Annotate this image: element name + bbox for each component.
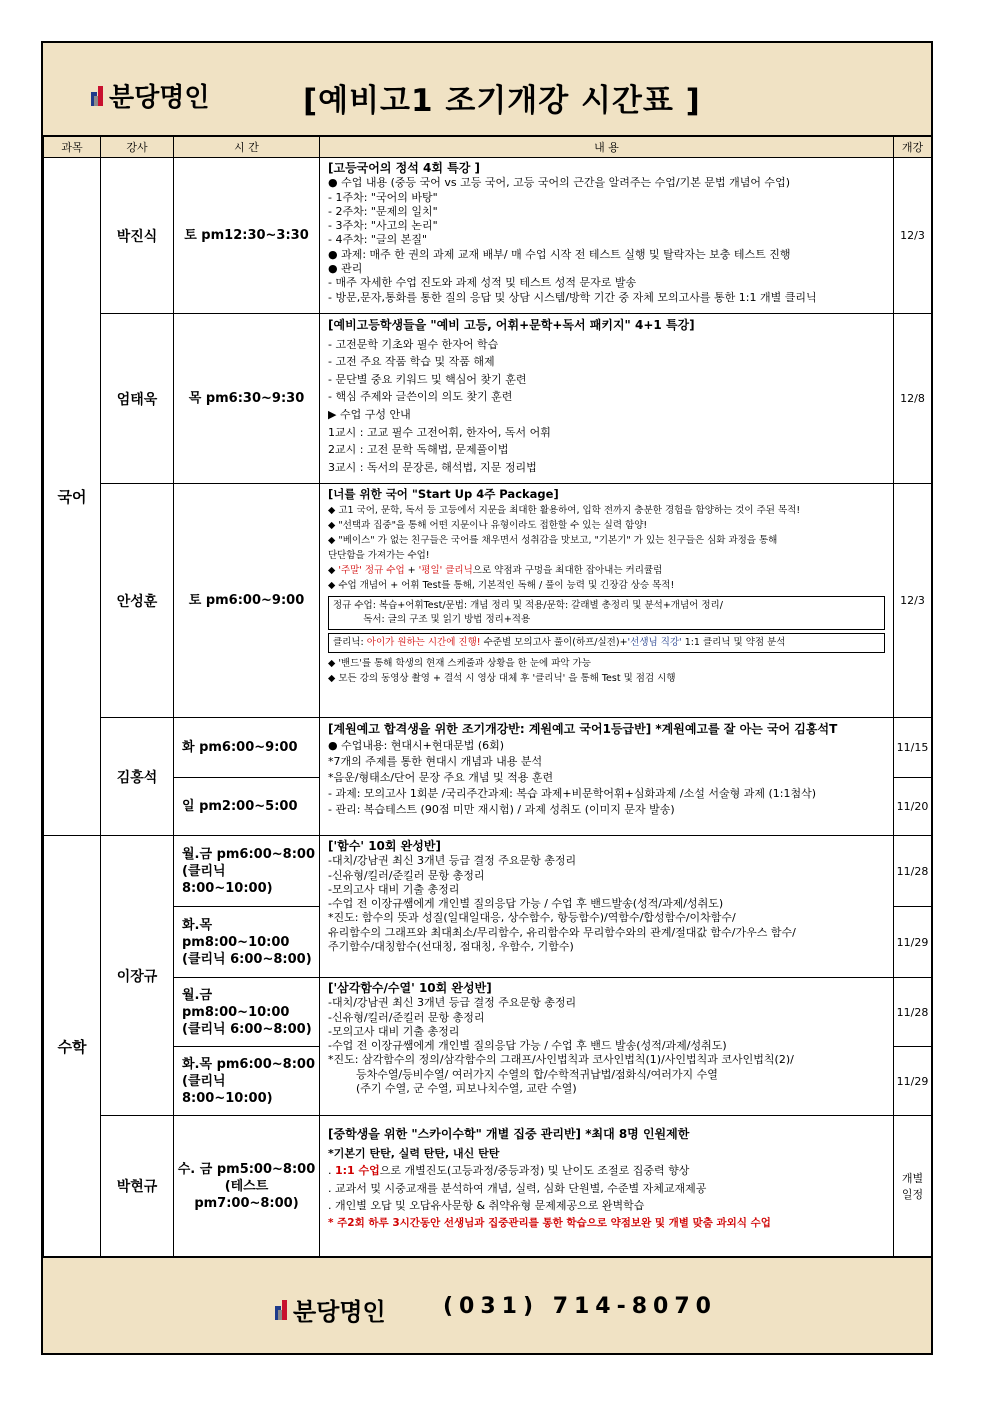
content-heading: ['함수' 10회 완성반] <box>328 839 441 853</box>
class-time: 토 pm6:00~9:00 <box>174 484 320 718</box>
content-line: ▶ 수업 구성 안내 <box>328 407 411 421</box>
start-date: 12/3 <box>894 484 932 718</box>
content-line: 1교시 : 고교 필수 고전어휘, 한자어, 독서 어휘 <box>328 425 551 439</box>
class-time: 일 pm2:00~5:00 <box>174 778 320 836</box>
content-line: 2교시 : 고전 문학 독해법, 문제풀이법 <box>328 443 509 457</box>
bullet: . <box>328 1164 335 1177</box>
start-date <box>894 1116 932 1257</box>
content-subheading: *기본기 탄탄, 실력 탄탄, 내신 탄탄 <box>328 1146 500 1160</box>
content-heading: [고등국어의 정석 4회 특강 ] <box>328 161 480 175</box>
content-line <box>328 1162 885 1180</box>
content-line: 주기함수/대칭함수(선대칭, 점대칭, 우함수, 기함수) <box>328 940 574 954</box>
table-row <box>44 158 932 314</box>
content-line: . 개인별 오답 및 오답유사문항 & 취약유형 문제제공으로 완벽학습 <box>328 1199 645 1212</box>
plain-text: 으로 개별진도(고등과정/중등과정) 및 난이도 조절로 집중력 향상 <box>379 1164 690 1177</box>
start-date: 12/3 <box>894 158 932 314</box>
highlight-text: 1:1 수업 <box>335 1164 380 1177</box>
class-content <box>320 836 894 978</box>
schedule-table <box>43 136 932 1257</box>
content-line: 유리함수의 그래프와 최대최소/무리함수, 유리함수와 무리함수와의 관계/절대값 함수/가우스 함수/ <box>328 925 796 939</box>
content-line: *진도: 삼각함수의 정의/삼각함수의 그래프/사인법칙과 코사인법칙(1)/사인법칙과 코사인법칙(2)/ <box>328 1053 794 1067</box>
content-line: - 1주차: "국어의 바탕" <box>328 190 438 204</box>
content-line: -수업 전 이장규쌤에게 개인별 질의응답 가능 / 수업 후 밴드 발송(성적/과제/성취도) <box>328 1039 727 1053</box>
table-row <box>44 836 932 907</box>
class-content <box>320 314 894 484</box>
box-line <box>333 636 880 650</box>
highlight-text: '선생님 직강' <box>627 637 682 648</box>
header <box>43 43 931 136</box>
content-heading: [너를 위한 국어 "Start Up 4주 Package] <box>328 487 559 501</box>
teacher-name: 박현규 <box>101 1116 174 1257</box>
info-box <box>328 633 885 653</box>
content-line: - 고전 주요 작품 학습 및 작품 해제 <box>328 355 495 369</box>
table-row <box>44 314 932 484</box>
start-date: 11/28 <box>894 836 932 907</box>
col-teacher: 강사 <box>101 137 174 158</box>
content-line: - 관리: 복습테스트 (90점 미만 재시험) / 과제 성취도 (이미지 문자 발송) <box>328 803 675 816</box>
start-date: 11/29 <box>894 1047 932 1116</box>
start-date: 11/15 <box>894 718 932 778</box>
col-subject: 과목 <box>44 137 101 158</box>
content-line: 단단함을 가져가는 수업! <box>328 550 430 561</box>
time-test: (테스트pm7:00~8:00) <box>194 1178 299 1211</box>
subject-korean: 국어 <box>44 158 101 836</box>
class-time: 토 pm12:30~3:30 <box>174 158 320 314</box>
table-row <box>44 1116 932 1257</box>
content-line: -대치/강남권 최신 3개년 등급 결정 주요문항 총정리 <box>328 854 577 868</box>
content-line: -모의고사 대비 기출 총정리 <box>328 882 460 896</box>
start-line: 개별 <box>901 1172 924 1185</box>
plain-text: 수준별 모의고사 풀이(하프/실전)+ <box>480 637 628 648</box>
highlight-text: 아이가 원하는 시간에 진행! <box>366 637 481 648</box>
class-content <box>320 718 894 836</box>
time-main: 월.금 pm6:00~8:00 <box>182 846 315 862</box>
content-line: - 핵심 주제와 글쓴이의 의도 찾기 훈련 <box>328 390 513 404</box>
time-clinic: (클리닉 6:00~8:00) <box>182 951 312 967</box>
content-line: - 2주차: "문제의 일치" <box>328 204 438 218</box>
content-line: ◆ 고1 국어, 문학, 독서 등 고등에서 지문을 최대한 활용하여, 입학 전까지 충분한 경험을 함양하는 것이 주된 목적! <box>328 505 801 516</box>
content-line: ◆ '밴드'를 통해 학생의 현재 스케줄과 상황을 한 눈에 파악 가능 <box>328 658 591 669</box>
content-line: -모의고사 대비 기출 총정리 <box>328 1024 460 1038</box>
content-line: - 3주차: "사고의 논리" <box>328 219 438 233</box>
time-clinic: (클리닉 6:00~8:00) <box>182 1021 312 1037</box>
class-content <box>320 484 894 718</box>
brand-logo-icon <box>91 86 105 106</box>
page-title: [예비고1 조기개강 시간표 ] <box>303 83 701 119</box>
content-line: -대치/강남권 최신 3개년 등급 결정 주요문항 총정리 <box>328 996 577 1010</box>
phone-number: (031) 714-8070 <box>443 1294 717 1319</box>
content-line: - 문단별 중요 키워드 및 핵심어 찾기 훈련 <box>328 372 527 386</box>
content-line: (주기 수열, 군 수열, 피보나치수열, 교란 수열) <box>328 1082 577 1096</box>
content-heading: [예비고등학생들을 "예비 고등, 어휘+문학+독서 패키지" 4+1 특강] <box>328 318 695 332</box>
time-main: 월.금 pm8:00~10:00 <box>182 987 290 1020</box>
content-line <box>328 563 885 578</box>
content-line: 3교시 : 독서의 문장론, 해석법, 지문 정리법 <box>328 460 537 474</box>
start-date: 11/29 <box>894 907 932 978</box>
teacher-name: 이장규 <box>101 836 174 1116</box>
start-line: 일정 <box>901 1188 924 1201</box>
content-line: - 매주 자세한 수업 진도와 과제 성적 및 테스트 성적 문자로 발송 <box>328 276 637 290</box>
time-main: 화.목 pm8:00~10:00 <box>182 917 290 950</box>
content-line-highlight: * 주2회 하루 3시간동안 선생님과 집중관리를 통한 학습으로 약점보완 및 개별 맞춤 과외식 수업 <box>328 1216 771 1229</box>
time-main: 화.목 pm6:00~8:00 <box>182 1056 315 1072</box>
col-time: 시 간 <box>174 137 320 158</box>
content-heading: [계원예고 합격생을 위한 조기개강반: 계원예고 국어1등급반] *계원예고를 잘 아는 국어 김홍석T <box>328 722 838 736</box>
table-row <box>44 718 932 778</box>
content-line: ◆ 모든 강의 동영상 촬영 + 결석 시 영상 대체 후 '클리닉' 을 통해 Test 및 점검 시행 <box>328 673 676 684</box>
content-line: 등차수열/등비수열/ 여러가지 수열의 합/수학적귀납법/점화식/여러가지 수열 <box>328 1067 718 1081</box>
content-line: *진도: 함수의 뜻과 성질(일대일대응, 상수함수, 항등함수)/역함수/합성함수/이차함수/ <box>328 911 736 925</box>
class-time <box>174 1116 320 1257</box>
content-line: -신유형/킬러/준킬러 문항 총정리 <box>328 1010 485 1024</box>
content-line: ● 과제: 매주 한 권의 과제 교재 배부/ 매 수업 시작 전 테스트 실행 및 탈락자는 보충 테스트 진행 <box>328 247 791 261</box>
highlight-text: '주말' 정규 수업 <box>338 565 405 576</box>
plain-text: 1:1 클리닉 및 약점 분석 <box>681 637 786 648</box>
content-line: - 4주차: "글의 본질" <box>328 233 428 247</box>
content-heading: ['삼각함수/수열' 10회 완성반] <box>328 981 492 995</box>
start-date: 11/20 <box>894 778 932 836</box>
time-clinic: (클리닉 8:00~10:00) <box>182 1073 273 1106</box>
time-main: 수. 금 pm5:00~8:00 <box>177 1161 316 1177</box>
col-content: 내 용 <box>320 137 894 158</box>
content-line: ● 수업내용: 현대시+현대문법 (6회) <box>328 739 505 752</box>
content-line: ◆ "베이스" 가 없는 친구들은 국어를 채우면서 성취감을 맛보고, "기본기" 가 있는 친구들은 심화 과정을 통해 <box>328 535 778 546</box>
header-logo-text: 분당명인 <box>109 83 210 113</box>
teacher-name: 김홍석 <box>101 718 174 836</box>
highlight-text: '평일' 클리닉 <box>418 565 473 576</box>
content-line: *7개의 주제를 통한 현대시 개념과 내용 분석 <box>328 755 543 768</box>
table-header-row <box>44 137 932 158</box>
content-line: ◆ "선택과 집중"을 통해 어떤 지문이나 유형이라도 접한할 수 있는 실력 함양! <box>328 520 648 531</box>
content-line: - 고전문학 기초와 필수 한자어 학습 <box>328 337 499 351</box>
class-time <box>174 978 320 1047</box>
content-line: - 방문,문자,통화를 통한 질의 응답 및 상담 시스템/방학 기간 중 자체 모의고사를 통한 1:1 개별 클리닉 <box>328 290 817 304</box>
brand-logo-icon <box>275 1300 289 1320</box>
class-time <box>174 907 320 978</box>
footer <box>43 1257 931 1353</box>
content-line: -신유형/킬러/준킬러 문항 총정리 <box>328 868 485 882</box>
class-time: 화 pm6:00~9:00 <box>174 718 320 778</box>
content-line: ● 수업 내용 (중등 국어 vs 고등 국어, 고등 국어의 근간을 알려주는 수업/기본 문법 개념어 수업) <box>328 176 790 190</box>
content-line: - 과제: 모의고사 1회분 /국리주간과제: 복습 과제+비문학어휘+심화과제 /소설 서술형 과제 (1:1첨삭) <box>328 787 817 800</box>
plain-text: + <box>404 565 419 576</box>
plain-text: 으로 약점과 구멍을 최대한 잡아내는 커리큘럼 <box>472 565 663 576</box>
teacher-name: 박진식 <box>101 158 174 314</box>
content-line: . 교과서 및 시중교재를 분석하여 개념, 실력, 심화 단원별, 수준별 자체교재제공 <box>328 1181 707 1195</box>
start-date: 11/28 <box>894 978 932 1047</box>
content-heading: [중학생을 위한 "스카이수학" 개별 집중 관리반] *최대 8명 인원제한 <box>328 1127 690 1141</box>
class-time <box>174 836 320 907</box>
subject-math: 수학 <box>44 836 101 1257</box>
footer-logo-text: 분당명인 <box>293 1298 386 1326</box>
time-clinic: (클리닉 8:00~10:00) <box>182 863 273 896</box>
header-logo <box>91 77 209 114</box>
info-box <box>328 596 885 630</box>
content-line: ● 관리 <box>328 262 363 276</box>
class-content <box>320 1116 894 1257</box>
class-content <box>320 158 894 314</box>
col-start: 개강 <box>894 137 932 158</box>
teacher-name: 안성훈 <box>101 484 174 718</box>
timetable-frame <box>41 41 933 1355</box>
class-content <box>320 978 894 1116</box>
teacher-name: 엄태욱 <box>101 314 174 484</box>
content-line: *음운/형태소/단어 문장 주요 개념 및 적용 훈련 <box>328 771 554 784</box>
class-time: 목 pm6:30~9:30 <box>174 314 320 484</box>
footer-logo <box>275 1292 386 1327</box>
box-line: 독서: 글의 구조 및 읽기 방법 정리+적용 <box>333 614 531 625</box>
start-date: 12/8 <box>894 314 932 484</box>
bullet: ◆ <box>328 565 339 576</box>
plain-text: 클리닉: <box>333 637 367 648</box>
table-row <box>44 978 932 1047</box>
content-line: ◆ 수업 개념어 + 어휘 Test를 통해, 기본적인 독해 / 풀이 능력 및 긴장감 상승 목적! <box>328 580 675 591</box>
table-row <box>44 484 932 718</box>
box-line: 정규 수업: 복습+어휘Test/문법: 개념 정리 및 적용/문학: 갈래별 총정리 및 분석+개념어 정리/ <box>333 600 723 611</box>
content-line: -수업 전 이장규쌤에게 개인별 질의응답 가능 / 수업 후 밴드발송(성적/과제/성취도) <box>328 897 724 911</box>
class-time <box>174 1047 320 1116</box>
